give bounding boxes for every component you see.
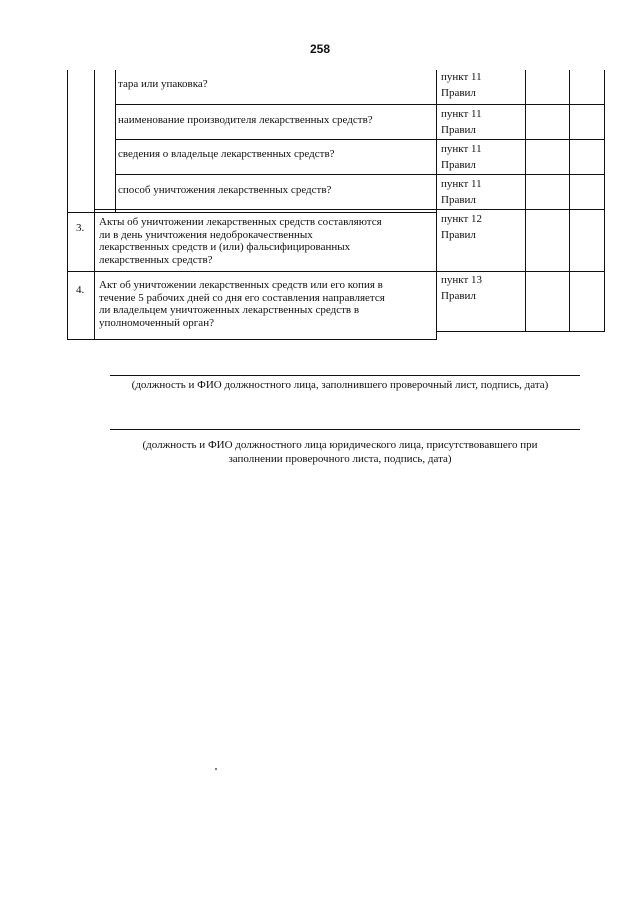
row-divider-6: [67, 271, 605, 272]
signature-line-inspector: [110, 375, 580, 376]
reference-line: Правил: [441, 158, 476, 171]
question-cell: [99, 216, 382, 266]
signature-caption-inspector: (должность и ФИО должностного лица, заполнившего проверочный лист, подпись, дата): [131, 379, 549, 391]
reference-line: Правил: [441, 86, 476, 99]
reference-cell: [441, 71, 482, 99]
row-divider-5: [67, 212, 437, 213]
question-cell: наименование производителя лекарственных средств?: [118, 114, 373, 126]
question-cell: [99, 279, 385, 329]
reference-cell: [441, 178, 482, 206]
reference-line: Правил: [441, 228, 476, 241]
reference-cell: [441, 108, 482, 136]
row-number: 3.: [76, 222, 85, 234]
table-divider-question: [436, 70, 437, 340]
caption-line: (должность и ФИО должностного лица юридического лица, присутствовавшего при: [142, 439, 538, 451]
question-line: Акты об уничтожении лекарственных средств составляются: [99, 216, 382, 228]
reference-cell: [441, 143, 482, 171]
caption-line: заполнении проверочного листа, подпись, дата): [228, 453, 452, 465]
reference-line: Правил: [441, 123, 476, 136]
reference-line: пункт 11: [441, 108, 482, 120]
reference-cell: [441, 213, 482, 241]
row-divider-2: [115, 139, 605, 140]
table-divider-reference: [525, 70, 526, 332]
row-number: 4.: [76, 284, 85, 296]
table-divider-sub: [115, 70, 116, 212]
table-bottom-border-right: [436, 331, 605, 332]
table-divider-number: [94, 70, 95, 340]
question-line: Акт об уничтожении лекарственных средств или его копия в: [99, 279, 383, 291]
question-line: лекарственных средств и (или) фальсифицированных: [99, 241, 351, 253]
reference-line: пункт 11: [441, 71, 482, 83]
question-cell: способ уничтожения лекарственных средств?: [118, 184, 332, 196]
question-line: ли в день уничтожения недоброкачественных: [99, 228, 313, 241]
table-border-right: [604, 70, 605, 332]
reference-line: пункт 12: [441, 213, 483, 225]
question-line: уполномоченный орган?: [99, 316, 214, 329]
row-divider-3: [115, 174, 605, 175]
table-border-left: [67, 70, 68, 340]
reference-line: Правил: [441, 289, 476, 302]
scan-speck: [215, 768, 217, 770]
table-divider-answer: [569, 70, 570, 332]
table-bottom-border: [67, 339, 437, 340]
reference-line: Правил: [441, 193, 476, 206]
question-line: лекарственных средств?: [99, 253, 213, 266]
signature-line-representative: [110, 429, 580, 430]
question-cell: сведения о владельце лекарственных средств?: [118, 148, 335, 160]
row-divider-4: [94, 209, 605, 210]
page-number: 258: [309, 42, 331, 56]
reference-line: пункт 11: [441, 178, 482, 190]
row-divider-1: [115, 104, 605, 105]
reference-cell: [441, 274, 482, 302]
reference-line: пункт 13: [441, 274, 483, 286]
question-cell: тара или упаковка?: [118, 78, 208, 90]
reference-line: пункт 11: [441, 143, 482, 155]
question-line: течение 5 рабочих дней со дня его составления направляется: [99, 291, 385, 304]
question-line: ли владельцем уничтоженных лекарственных средств в: [99, 304, 360, 316]
signature-caption-representative: [90, 438, 590, 466]
